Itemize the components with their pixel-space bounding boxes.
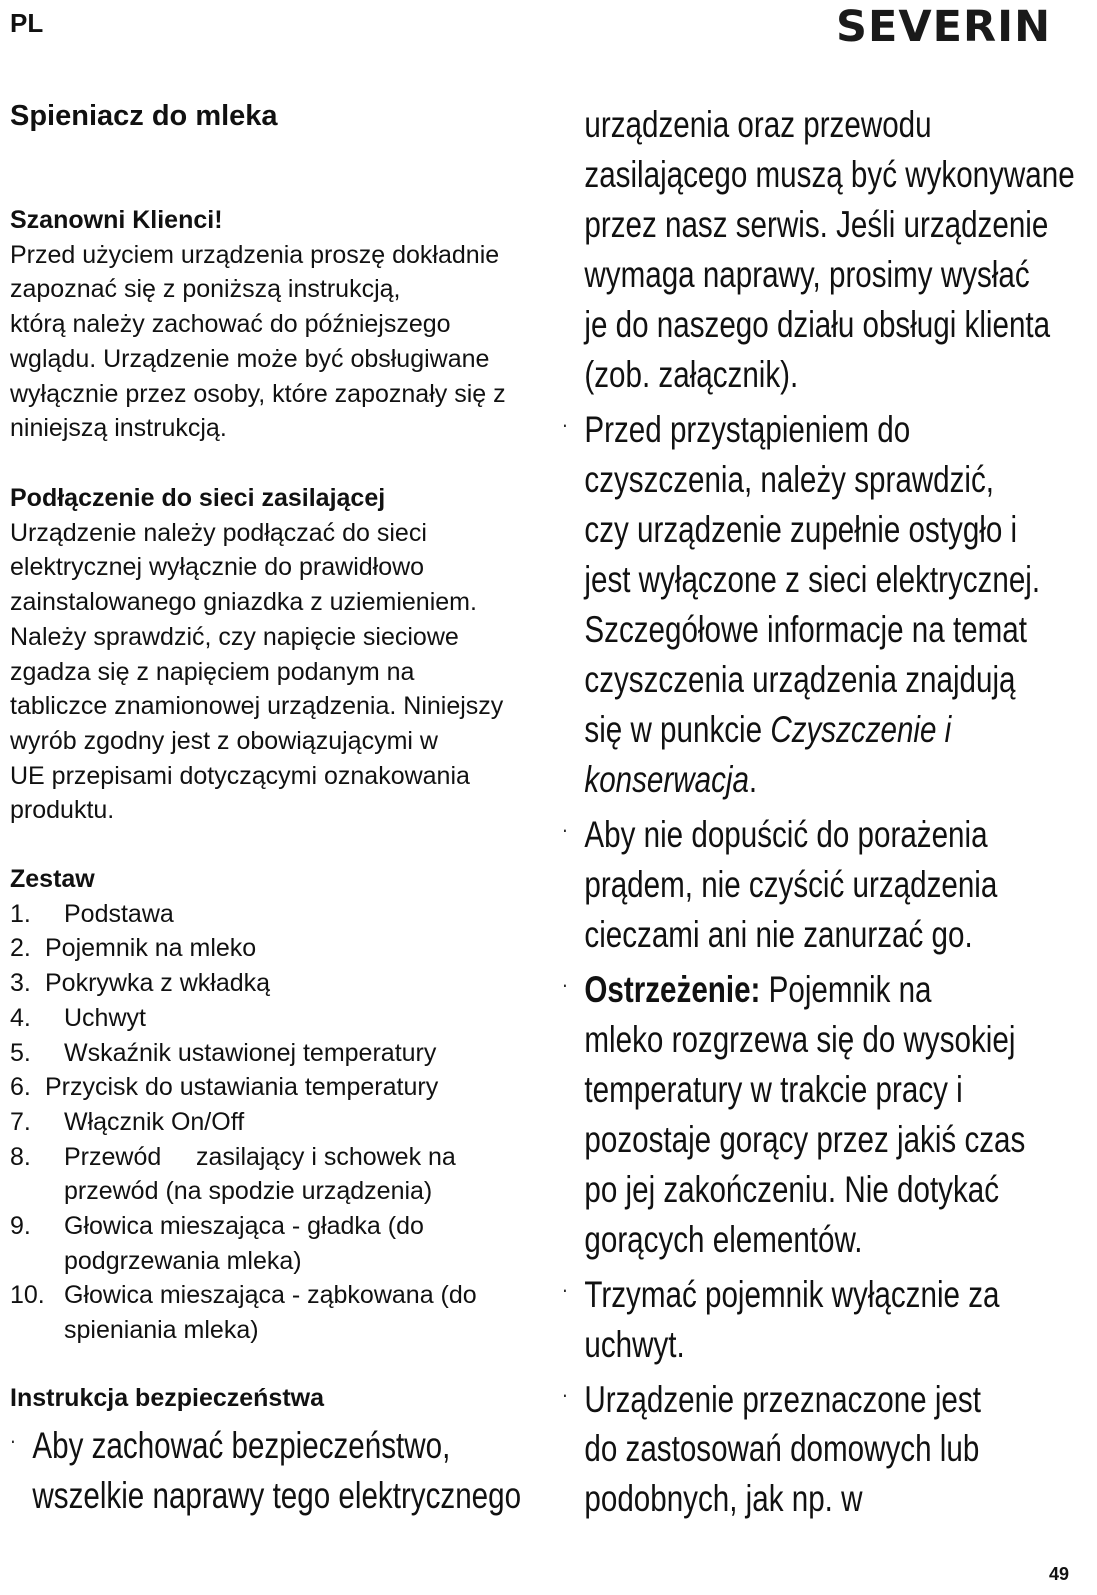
- greeting-line: niniejszą instrukcją.: [10, 414, 227, 443]
- item-text: Głowica mieszająca - ząbkowana (do: [64, 1281, 477, 1310]
- safety-line: zasilającego muszą być wykonywane: [584, 154, 1075, 195]
- safety-line: po jej zakończeniu. Nie dotykać: [584, 1168, 1000, 1210]
- safety-heading: Instrukcja bezpieczeństwa: [10, 1384, 325, 1412]
- item-text: spieniania mleka): [64, 1316, 259, 1345]
- greeting-line: Przed użyciem urządzenia proszę dokładnie: [10, 240, 500, 269]
- connection-line: elektrycznej wyłącznie do prawidłowo: [10, 553, 425, 582]
- item-text: Wskaźnik ustawionej temperatury: [64, 1038, 437, 1067]
- list-item: [10, 931, 540, 966]
- item-number: 2.: [10, 934, 31, 963]
- safety-line: mleko rozgrzewa się do wysokiej: [584, 1018, 1016, 1060]
- connection-line: zgadza się z napięciem podanym na: [10, 657, 415, 686]
- safety-line: czyszczenia urządzenia znajdują: [584, 658, 1016, 700]
- section-reference: konserwacja: [584, 758, 749, 800]
- list-item: [10, 1070, 540, 1105]
- item-number: 4.: [10, 1003, 31, 1032]
- safety-continued: [562, 100, 1097, 1524]
- safety-bullet-6: · Urządzenie przeznaczone jest: [562, 1370, 1074, 1425]
- item-text: Pokrywka z wkładką: [45, 969, 271, 998]
- section-reference: Czyszczenie i: [770, 708, 952, 750]
- safety-line: wymaga naprawy, prosimy wysłać: [584, 254, 1030, 295]
- safety-bullet-4: · Ostrzeżenie: Pojemnik na: [562, 960, 1074, 1015]
- bullet-icon: ·: [562, 971, 568, 997]
- kit-heading: Zestaw: [10, 865, 95, 893]
- safety-line: się w punkcie Czyszczenie i: [584, 708, 952, 750]
- safety-bullet-1: [10, 1416, 451, 1471]
- bullet-icon: ·: [562, 816, 568, 842]
- item-text: Podstawa: [64, 899, 174, 928]
- connection-line: wyrób zgodny jest z obowiązującymi w: [10, 726, 438, 755]
- safety-line: uchwyt.: [584, 1323, 685, 1365]
- safety-line: wszelkie naprawy tego elektrycznego: [32, 1474, 522, 1516]
- list-item: [10, 1209, 540, 1278]
- item-text: Przycisk do ustawiania temperatury: [45, 1073, 439, 1102]
- safety-bullet-3: · Aby nie dopuścić do porażenia: [562, 805, 1074, 860]
- list-item: [10, 1140, 540, 1209]
- safety-line: jest wyłączone z sieci elektrycznej.: [584, 558, 1041, 600]
- safety-line: gorących elementów.: [584, 1218, 863, 1260]
- safety-line: pozostaje gorący przez jakiś czas: [584, 1118, 1026, 1160]
- safety-line: czyszczenia, należy sprawdzić,: [584, 458, 995, 500]
- safety-line: konserwacja.: [584, 758, 758, 800]
- safety-bullet-5: · Trzymać pojemnik wyłącznie za: [562, 1265, 1074, 1320]
- item-number: 7.: [10, 1107, 31, 1136]
- kit-list: [10, 897, 540, 1348]
- item-number: 1.: [10, 899, 31, 928]
- item-text: Przewód zasilający i schowek na: [64, 1142, 456, 1171]
- connection-line: Urządzenie należy podłączać do sieci: [10, 518, 427, 547]
- connection-line: UE przepisami dotyczącymi oznakowania: [10, 761, 470, 790]
- safety-line: podobnych, jak np. w: [584, 1478, 863, 1520]
- safety-line: prądem, nie czyścić urządzenia: [584, 863, 998, 905]
- list-item: [10, 1105, 540, 1140]
- safety-line: czy urządzenie zupełnie ostygło i: [584, 508, 1018, 550]
- page-title: Spieniacz do mleka: [10, 100, 278, 132]
- greeting-section: [10, 203, 540, 446]
- connection-line: produktu.: [10, 796, 115, 825]
- connection-section: [10, 481, 540, 828]
- item-text: przewód (na spodzie urządzenia): [64, 1177, 433, 1206]
- item-number: 10.: [10, 1281, 45, 1310]
- list-item: [10, 1278, 540, 1347]
- list-item: [10, 897, 540, 932]
- item-number: 3.: [10, 969, 31, 998]
- bullet-icon: ·: [10, 1427, 16, 1453]
- bullet-icon: ·: [562, 1276, 568, 1302]
- item-number: 6.: [10, 1073, 31, 1102]
- safety-section: [10, 1381, 540, 1521]
- kit-section: [10, 862, 540, 1348]
- safety-line: je do naszego działu obsługi klienta: [584, 304, 1051, 345]
- greeting-line: wglądu. Urządzenie może być obsługiwane: [10, 344, 490, 373]
- greeting-heading: Szanowni Klienci!: [10, 206, 223, 234]
- item-text: Uchwyt: [64, 1003, 146, 1032]
- safety-line: cieczami ani nie zanurzać go.: [584, 913, 973, 955]
- safety-line: (zob. załącznik).: [584, 354, 799, 395]
- bullet-icon: ·: [562, 412, 568, 437]
- warning-label: Ostrzeżenie:: [584, 968, 761, 1010]
- greeting-line: którą należy zachować do późniejszego: [10, 310, 451, 339]
- item-text: Głowica mieszająca - gładka (do: [64, 1212, 424, 1241]
- bullet-icon: ·: [562, 1381, 568, 1407]
- connection-heading: Podłączenie do sieci zasilającej: [10, 484, 386, 512]
- greeting-line: zapoznać się z poniższą instrukcją,: [10, 275, 401, 304]
- safety-line: do zastosowań domowych lub: [584, 1428, 980, 1470]
- item-number: 9.: [10, 1212, 31, 1241]
- safety-line: Szczegółowe informacje na temat: [584, 608, 1027, 650]
- language-code: PL: [10, 8, 44, 38]
- list-item: [10, 966, 540, 1001]
- safety-line: Aby zachować bezpieczeństwo,: [32, 1424, 451, 1466]
- item-number: 5.: [10, 1038, 31, 1067]
- brand-logo: SEVERIN: [836, 2, 1052, 52]
- safety-line: urządzenia oraz przewodu: [584, 104, 932, 145]
- connection-line: zainstalowanego gniazdka z uziemieniem.: [10, 588, 477, 617]
- list-item: [10, 1036, 540, 1071]
- item-number: 8.: [10, 1142, 31, 1171]
- safety-line: temperatury w trakcie pracy i: [584, 1068, 963, 1110]
- page-number: 49: [1048, 1564, 1069, 1584]
- item-text: podgrzewania mleka): [64, 1246, 302, 1275]
- item-text: Pojemnik na mleko: [45, 934, 257, 963]
- item-text: Włącznik On/Off: [64, 1107, 245, 1136]
- safety-bullet-2: · Przed przystąpieniem do: [562, 400, 1074, 455]
- connection-line: tabliczce znamionowej urządzenia. Niniejszy: [10, 692, 504, 721]
- connection-line: Należy sprawdzić, czy napięcie sieciowe: [10, 622, 459, 651]
- safety-line: przez nasz serwis. Jeśli urządzenie: [584, 204, 1049, 245]
- list-item: [10, 1001, 540, 1036]
- greeting-line: wyłącznie przez osoby, które zapoznały się z: [10, 379, 506, 408]
